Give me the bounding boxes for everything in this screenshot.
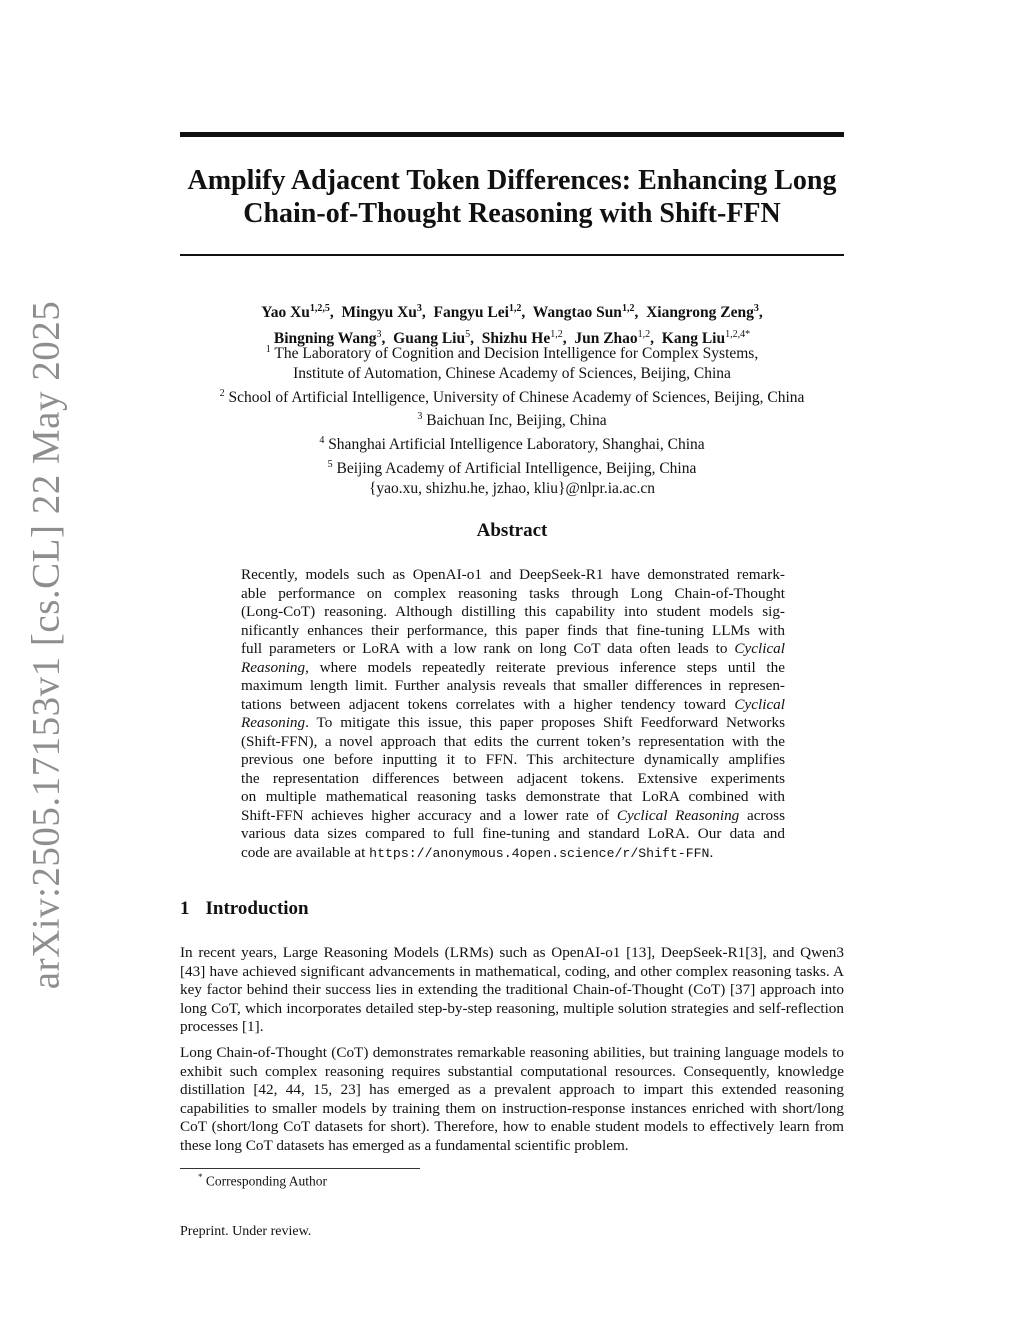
affiliation-2: $^2$ School of Artificial Intelligence, University of Chinese Academy of Sciences, Beijing, China [219, 387, 805, 406]
footnote-rule [180, 1168, 420, 1169]
abstract-heading: Abstract [476, 520, 548, 541]
author: Kang Liu$^{1,2,4*}$ [661, 329, 751, 348]
title-top-rule [180, 132, 844, 137]
section-title: Introduction [205, 898, 309, 919]
abstract-line: nificantly enhances their performance, this paper finds that fine-tuning LLMs with [241, 621, 785, 639]
intro-paragraph-1: In recent years, Large Reasoning Models (LRMs) such as OpenAI-o1 [13], DeepSeek-R1[3], and Qwen3 [43] have achieved significant advancements in mathematical, coding, and other complex reasoning tasks. A key factor behind their success lies in extending the traditional Chain-of-Thought (CoT) [37] approach into long CoT, which incorporates detailed step-by-step reasoning, multiple solution strategies and self-reflection processes [1]. [180, 944, 844, 1035]
section-number: 1 [180, 898, 190, 919]
author: Fangyu Lei$^{1,2}$ [433, 303, 522, 322]
affiliation-4: $^4$ Shanghai Artificial Intelligence Laboratory, Shanghai, China [319, 435, 705, 454]
author: Mingyu Xu$^3$ [341, 303, 422, 322]
code-link[interactable]: https://anonymous.4open.science/r/Shift-FFN [369, 845, 710, 861]
affiliation-1: $^1$ The Laboratory of Cognition and Decision Intelligence for Complex Systems, [265, 344, 759, 363]
abstract-line: previous one before inputting it to FFN. This architecture dynamically amplifies [241, 751, 785, 768]
abstract-line: tations between adjacent tokens correlates with a higher tendency toward Cyclical [241, 695, 785, 713]
title-bottom-rule [180, 254, 844, 256]
abstract-line: code are available at https://anonymous.4open.science/r/Shift-FFN. [241, 843, 714, 861]
abstract-line: Reasoning, where models repeatedly reiterate previous inference steps until the [241, 658, 785, 676]
affiliation-5: $^5$ Beijing Academy of Artificial Intelligence, Beijing, China [327, 459, 697, 478]
footnote: * Corresponding Author [198, 1172, 327, 1189]
title-line-2: Chain-of-Thought Reasoning with Shift-FFN [243, 198, 781, 229]
author: Xiangrong Zeng$^3$ [646, 303, 759, 322]
abstract-body [241, 566, 785, 863]
abstract-line: on multiple mathematical reasoning tasks demonstrate that LoRA combined with [241, 788, 785, 805]
author-line-1: Yao Xu$^{1,2,5}$, Mingyu Xu$^3$, Fangyu Lei$^{1,2}$, Wangtao Sun$^{1,2}$, Xiangrong Zeng$^3$, [261, 303, 763, 322]
abstract-line: (Long-CoT) reasoning. Although distilling this capability into student models sig- [241, 603, 785, 620]
author: Guang Liu$^5$ [393, 329, 471, 348]
section-heading-introduction [180, 898, 309, 920]
author: Bingning Wang$^3$ [273, 329, 382, 348]
intro-paragraph-2: Long Chain-of-Thought (CoT) demonstrates remarkable reasoning abilities, but training language models to exhibit such complex reasoning requires substantial computational resources. Consequently, knowledge distillation [42, 44, 15, 23] has emerged as a prevalent approach to impart this extended reasoning capabilities to smaller models by training them on instruction-response instances enriched with short/long CoT (short/long CoT datasets for short). Therefore, how to enable student models to effectively learn from these long CoT datasets has emerged as a fundamental scientific problem. [180, 1044, 844, 1154]
author-line-2: Bingning Wang$^3$, Guang Liu$^5$, Shizhu He$^{1,2}$, Jun Zhao$^{1,2}$, Kang Liu$^{1,2,4*}$ [273, 329, 751, 348]
author: Jun Zhao$^{1,2}$ [574, 329, 651, 348]
arxiv-stamp: arXiv:2505.17153v1 [cs.CL] 22 May 2025 [24, 300, 68, 990]
abstract-line: Recently, models such as OpenAI-o1 and DeepSeek-R1 have demonstrated remark- [241, 566, 785, 583]
affiliations [150, 340, 874, 499]
abstract-line: the representation differences between adjacent tokens. Extensive experiments [241, 769, 785, 787]
abstract-line: various data sizes compared to full fine-tuning and standard LoRA. Our data and [241, 825, 785, 842]
affiliation-1-cont: Institute of Automation, Chinese Academy of Sciences, Beijing, China [293, 364, 731, 382]
footnote-mark: * [198, 1172, 203, 1182]
author: Yao Xu$^{1,2,5}$ [261, 303, 330, 322]
abstract-line: maximum length limit. Further analysis reveals that smaller differences in represen- [241, 677, 785, 694]
preprint-notice: Preprint. Under review. [180, 1224, 312, 1239]
abstract-line: Reasoning. To mitigate this issue, this paper proposes Shift Feedforward Networks [241, 714, 785, 731]
title-line-1: Amplify Adjacent Token Differences: Enhancing Long [187, 165, 837, 196]
abstract-line: (Shift-FFN), a novel approach that edits the current token’s representation with the [241, 732, 785, 750]
abstract-line: full parameters or LoRA with a low rank on long CoT data often leads to Cyclical [241, 640, 785, 657]
author: Shizhu He$^{1,2}$ [481, 329, 563, 348]
paper-title [150, 164, 874, 230]
author-emails[interactable]: {yao.xu, shizhu.he, jzhao, kliu}@nlpr.ia.ac.cn [368, 480, 656, 497]
abstract-line: able performance on complex reasoning tasks through Long Chain-of-Thought [241, 584, 785, 602]
affiliation-3: $^3$ Baichuan Inc, Beijing, China [417, 411, 607, 430]
abstract-line: Shift-FFN achieves higher accuracy and a lower rate of Cyclical Reasoning across [241, 806, 785, 824]
author: Wangtao Sun$^{1,2}$ [532, 303, 635, 322]
